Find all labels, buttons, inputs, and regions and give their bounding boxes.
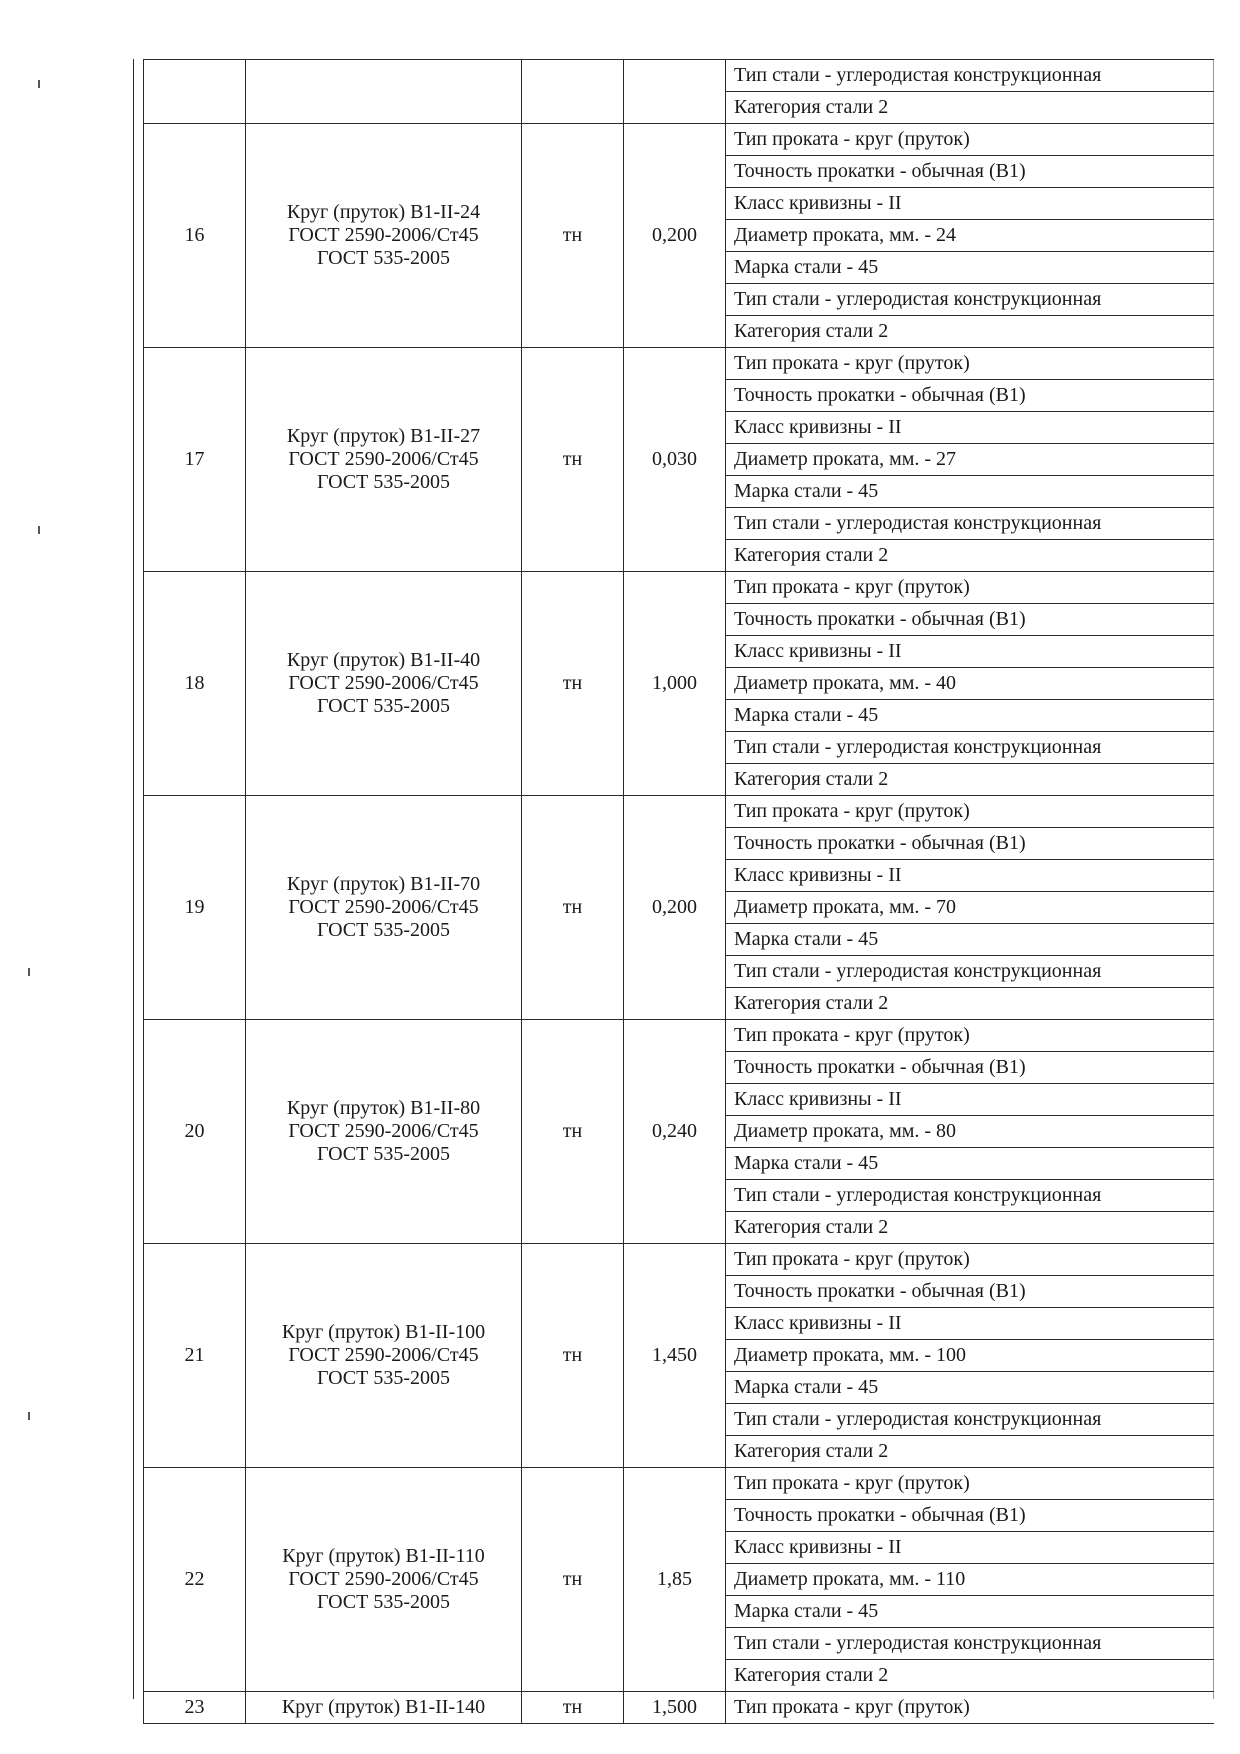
item-name-line: ГОСТ 2590-2006/Ст45 — [288, 896, 479, 918]
row-number: 22 — [144, 1468, 246, 1692]
characteristic-line: Класс кривизны - II — [726, 412, 1214, 444]
outer-left-border — [133, 59, 134, 1699]
item-name-line: Круг (пруток) В1-II-110 — [282, 1545, 485, 1567]
characteristic-line: Тип стали - углеродистая конструкционная — [726, 508, 1214, 540]
quantity: 1,450 — [624, 1244, 726, 1468]
unit-of-measure: тн — [522, 1468, 624, 1692]
table-row — [144, 1244, 1214, 1468]
characteristics-cell — [726, 796, 1214, 1020]
unit-of-measure: тн — [522, 1020, 624, 1244]
quantity-cell — [624, 60, 726, 124]
row-number: 18 — [144, 572, 246, 796]
item-name-line: ГОСТ 2590-2006/Ст45 — [288, 1120, 479, 1142]
characteristic-line: Класс кривизны - II — [726, 860, 1214, 892]
characteristic-line: Точность прокатки - обычная (В1) — [726, 604, 1214, 636]
unit-of-measure: тн — [522, 1692, 624, 1724]
characteristics-list — [726, 1468, 1214, 1691]
item-name-line: Круг (пруток) В1-II-24 — [286, 201, 481, 223]
scan-speck — [38, 526, 40, 534]
item-name-line: Круг (пруток) В1-II-27 — [286, 425, 481, 447]
table-row — [144, 348, 1214, 572]
unit-of-measure: тн — [522, 348, 624, 572]
characteristic-line: Тип проката - круг (пруток) — [726, 1468, 1214, 1500]
characteristic-line: Точность прокатки - обычная (В1) — [726, 1276, 1214, 1308]
item-name-line: ГОСТ 535-2005 — [317, 695, 450, 717]
quantity: 0,200 — [624, 796, 726, 1020]
characteristic-line: Диаметр проката, мм. - 110 — [726, 1564, 1214, 1596]
item-name-line: Круг (пруток) В1-II-70 — [286, 873, 481, 895]
characteristics-cell — [726, 572, 1214, 796]
item-name-line: ГОСТ 2590-2006/Ст45 — [288, 224, 479, 246]
item-name-line: ГОСТ 535-2005 — [317, 247, 450, 269]
characteristic-line: Точность прокатки - обычная (В1) — [726, 156, 1214, 188]
characteristic-line: Марка стали - 45 — [726, 252, 1214, 284]
characteristics-list — [726, 1244, 1214, 1467]
item-name-line: Круг (пруток) В1-II-100 — [281, 1321, 486, 1343]
characteristic-line: Категория стали 2 — [734, 992, 889, 1014]
item-name-line: ГОСТ 2590-2006/Ст45 — [288, 1568, 479, 1590]
characteristic-line: Тип стали - углеродистая конструкционная — [726, 1628, 1214, 1660]
quantity: 1,500 — [624, 1692, 726, 1724]
characteristics-list — [726, 796, 1214, 1019]
characteristics-cell — [726, 1692, 1214, 1724]
characteristics-cell — [726, 348, 1214, 572]
characteristic-line: Диаметр проката, мм. - 80 — [726, 1116, 1214, 1148]
unit-cell — [522, 60, 624, 124]
characteristics-cell — [726, 1468, 1214, 1692]
characteristic-line: Категория стали 2 — [734, 320, 889, 342]
characteristic-line: Тип стали - углеродистая конструкционная — [726, 956, 1214, 988]
characteristic-line: Категория стали 2 — [734, 544, 889, 566]
table-row — [144, 1020, 1214, 1244]
unit-of-measure: тн — [522, 1244, 624, 1468]
characteristic-line: Класс кривизны - II — [726, 1308, 1214, 1340]
characteristic-line: Тип проката - круг (пруток) — [726, 1244, 1214, 1276]
quantity: 0,200 — [624, 124, 726, 348]
scan-speck — [38, 80, 40, 88]
characteristics-cell — [726, 124, 1214, 348]
characteristic-line: Диаметр проката, мм. - 24 — [726, 220, 1214, 252]
table-row-continuation — [144, 60, 1214, 124]
characteristics-cell — [726, 1020, 1214, 1244]
item-name-cell — [246, 572, 522, 796]
row-number: 23 — [144, 1692, 246, 1724]
characteristic-line: Точность прокатки - обычная (В1) — [726, 1052, 1214, 1084]
characteristics-cell — [726, 1244, 1214, 1468]
quantity: 0,240 — [624, 1020, 726, 1244]
row-number: 16 — [144, 124, 246, 348]
item-name-line: ГОСТ 535-2005 — [317, 471, 450, 493]
row-number: 20 — [144, 1020, 246, 1244]
unit-of-measure: тн — [522, 572, 624, 796]
item-name-line: Круг (пруток) В1-II-80 — [286, 1097, 481, 1119]
item-name-line: ГОСТ 535-2005 — [317, 1143, 450, 1165]
table-row — [144, 796, 1214, 1020]
characteristic-line: Категория стали 2 — [734, 1440, 889, 1462]
specification-table — [143, 59, 1214, 1724]
characteristic-line: Марка стали - 45 — [726, 1372, 1214, 1404]
row-number: 19 — [144, 796, 246, 1020]
row-number: 17 — [144, 348, 246, 572]
characteristics-list — [726, 572, 1214, 795]
item-name-cell — [246, 60, 522, 124]
characteristics-list — [726, 124, 1214, 347]
characteristics-list — [726, 348, 1214, 571]
characteristic-line: Диаметр проката, мм. - 70 — [726, 892, 1214, 924]
characteristic-line: Точность прокатки - обычная (В1) — [726, 1500, 1214, 1532]
characteristic-line: Точность прокатки - обычная (В1) — [726, 380, 1214, 412]
characteristic-line: Марка стали - 45 — [726, 700, 1214, 732]
characteristic-line: Класс кривизны - II — [726, 1084, 1214, 1116]
item-name-cell — [246, 796, 522, 1020]
scan-speck — [28, 968, 30, 976]
item-name-cell — [246, 1244, 522, 1468]
characteristic-line: Категория стали 2 — [734, 768, 889, 790]
quantity: 1,000 — [624, 572, 726, 796]
characteristic-line: Категория стали 2 — [734, 1664, 889, 1686]
unit-of-measure: тн — [522, 796, 624, 1020]
characteristic-line: Класс кривизны - II — [726, 188, 1214, 220]
row-number: 21 — [144, 1244, 246, 1468]
table-row — [144, 124, 1214, 348]
characteristic-line: Марка стали - 45 — [726, 1148, 1214, 1180]
row-number-cell — [144, 60, 246, 124]
characteristic-line: Тип проката - круг (пруток) — [734, 1696, 970, 1718]
characteristic-line: Тип проката - круг (пруток) — [726, 572, 1214, 604]
characteristic-line: Марка стали - 45 — [726, 476, 1214, 508]
characteristic-line: Тип стали - углеродистая конструкционная — [726, 732, 1214, 764]
table-row — [144, 1692, 1214, 1724]
item-name-line: ГОСТ 2590-2006/Ст45 — [288, 1344, 479, 1366]
characteristic-line: Тип проката - круг (пруток) — [726, 1020, 1214, 1052]
characteristic-line: Категория стали 2 — [734, 96, 889, 118]
item-name-cell — [246, 1468, 522, 1692]
characteristic-line: Тип проката - круг (пруток) — [726, 796, 1214, 828]
scan-speck — [28, 1412, 30, 1420]
item-name-cell — [246, 348, 522, 572]
item-name-cell — [246, 124, 522, 348]
characteristic-line: Тип проката - круг (пруток) — [726, 348, 1214, 380]
characteristic-line: Класс кривизны - II — [726, 1532, 1214, 1564]
characteristics-list — [726, 1020, 1214, 1243]
characteristic-line: Диаметр проката, мм. - 27 — [726, 444, 1214, 476]
characteristics-list — [726, 1692, 1214, 1723]
quantity: 0,030 — [624, 348, 726, 572]
characteristic-line: Тип проката - круг (пруток) — [726, 124, 1214, 156]
characteristic-line: Класс кривизны - II — [726, 636, 1214, 668]
characteristics-cell — [726, 60, 1214, 124]
characteristic-line: Диаметр проката, мм. - 100 — [726, 1340, 1214, 1372]
item-name-line: ГОСТ 535-2005 — [317, 1367, 450, 1389]
table-row — [144, 572, 1214, 796]
unit-of-measure: тн — [522, 124, 624, 348]
item-name-line: Круг (пруток) В1-II-140 — [281, 1696, 486, 1718]
characteristic-line: Диаметр проката, мм. - 40 — [726, 668, 1214, 700]
item-name-line: ГОСТ 2590-2006/Ст45 — [288, 672, 479, 694]
characteristic-line: Категория стали 2 — [734, 1216, 889, 1238]
characteristic-line: Тип стали - углеродистая конструкционная — [726, 1180, 1214, 1212]
table-row — [144, 1468, 1214, 1692]
item-name-line: ГОСТ 535-2005 — [317, 919, 450, 941]
item-name-cell — [246, 1020, 522, 1244]
item-name-line: Круг (пруток) В1-II-40 — [286, 649, 481, 671]
characteristic-line: Марка стали - 45 — [726, 1596, 1214, 1628]
characteristic-line: Тип стали - углеродистая конструкционная — [726, 284, 1214, 316]
item-name-cell — [246, 1692, 522, 1724]
quantity: 1,85 — [624, 1468, 726, 1692]
item-name-line: ГОСТ 2590-2006/Ст45 — [288, 448, 479, 470]
characteristic-line: Марка стали - 45 — [726, 924, 1214, 956]
item-name-line: ГОСТ 535-2005 — [317, 1591, 450, 1613]
characteristic-line: Тип стали - углеродистая конструкционная — [726, 1404, 1214, 1436]
characteristic-line: Тип стали - углеродистая конструкционная — [726, 60, 1214, 92]
characteristic-line: Точность прокатки - обычная (В1) — [726, 828, 1214, 860]
